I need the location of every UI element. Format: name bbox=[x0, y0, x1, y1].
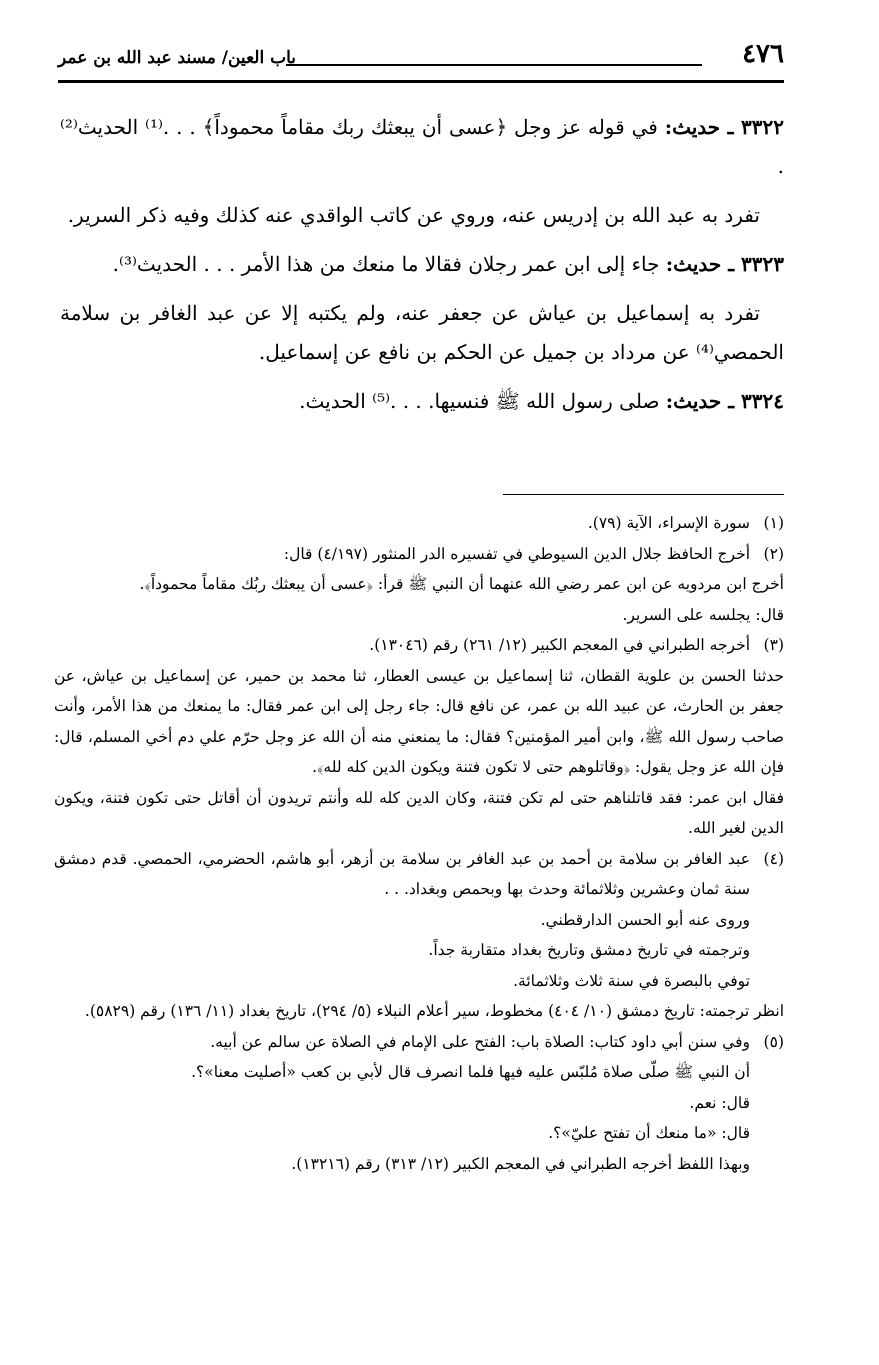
main-paragraph bbox=[60, 196, 784, 235]
footnote-continuation: قال: يجلسه على السرير. bbox=[622, 605, 784, 624]
footnote-continuation: قال: نعم. bbox=[689, 1093, 750, 1112]
footnote-continuation: أن النبي ﷺ صلّى صلاة مُلبّس عليه فيها فلما انصرف قال لأبي بن كعب «أصليت معنا»؟. bbox=[191, 1063, 750, 1081]
footnote-number: (١) bbox=[763, 514, 784, 532]
footnote bbox=[54, 630, 784, 844]
footnote-text: سورة الإسراء، الآية (٧٩). bbox=[587, 514, 750, 532]
footnote-text: أخرجه الطبراني في المعجم الكبير (١٢/ ٢٦١) رقم (١٣٠٤٦). bbox=[369, 636, 750, 654]
footnotes bbox=[54, 508, 784, 1179]
paragraph-text: تفرد به إسماعيل بن عياش عن جعفر عنه، ولم يكتبه إلا عن عبد الغافر بن سلامة الحمصي⁽⁴⁾ عن مرداد بن جميل عن الحكم بن نافع عن إسماعيل. bbox=[60, 301, 784, 364]
footnote bbox=[54, 508, 784, 539]
paragraph-text: تفرد به عبد الله بن إدريس عنه، وروي عن كاتب الواقدي عنه كذلك وفيه ذكر السرير. bbox=[67, 203, 760, 227]
footnote-continuation: وترجمته في تاريخ دمشق وتاريخ بغداد متقاربة جداً. bbox=[428, 941, 750, 959]
page-header bbox=[58, 36, 784, 76]
footnote-continuation: حدثنا الحسن بن علوية القطان، ثنا إسماعيل بن عيسى العطار، ثنا محمد بن حمير، عن إسماعيل بن عياش، عن جعفر بن الحارث، عن عبيد الله بن عمر، عن نافع قال: جاء رجل إلى ابن عمر فقال: ما يمنعك من هذا الأمر، وأنت صاحب رسول الله ﷺ، وابن أمير المؤمنين؟ فقال: ما يمنعني منه أن الله عز وجل حرّم علي دم أخي المسلم، قال: فإن الله عز وجل يقول: ﴿وقاتلوهم حتى لا تكون فتنة ويكون الدين كله لله﴾. bbox=[54, 666, 784, 776]
hadith-number: ٣٣٢٤ ـ حديث: bbox=[665, 389, 784, 413]
header-rule bbox=[58, 80, 784, 83]
main-paragraph bbox=[60, 245, 784, 284]
hadith-number: ٣٣٢٣ ـ حديث: bbox=[665, 252, 784, 276]
footnote bbox=[54, 844, 784, 1027]
footnote-divider bbox=[503, 494, 784, 495]
footnote-continuation: وبهذا اللفظ أخرجه الطبراني في المعجم الكبير (١٢/ ٣١٣) رقم (١٣٢١٦). bbox=[291, 1154, 750, 1173]
footnote-continuation: فقال ابن عمر: فقد قاتلناهم حتى لم تكن فتنة، وكان الدين كله لله وأنتم تريدون أن أقاتل حتى تكون فتنة، ويكون الدين لغير الله. bbox=[54, 788, 784, 837]
header-line bbox=[286, 64, 702, 66]
footnote-number: (٣) bbox=[763, 636, 784, 654]
main-paragraph bbox=[60, 294, 784, 372]
hadith-number: ٣٣٢٢ ـ حديث: bbox=[664, 115, 784, 139]
page-number: ٤٧٦ bbox=[742, 39, 784, 69]
footnote-continuation: وروى عنه أبو الحسن الدارقطني. bbox=[540, 910, 750, 929]
footnote-continuation: أخرج ابن مردويه عن ابن عمر رضي الله عنهما أن النبي ﷺ قرأ: ﴿عسى أن يبعثك ربُك مقاماً محموداً﴾. bbox=[139, 575, 784, 593]
running-title: باب العين/ مسند عبد الله بن عمر bbox=[58, 48, 296, 68]
footnote-text: وفي سنن أبي داود كتاب: الصلاة باب: الفتح على الإمام في الصلاة عن سالم عن أبيه. bbox=[210, 1032, 750, 1051]
footnote-continuation: قال: «ما منعك أن تفتح عليّ»؟. bbox=[548, 1124, 750, 1142]
footnote-number: (٥) bbox=[763, 1032, 784, 1051]
paragraph-text: في قوله عز وجل ﴿عسى أن يبعثك ربك مقاماً محموداً﴾ . . .⁽¹⁾ الحديث⁽²⁾ . bbox=[60, 115, 784, 178]
main-paragraph bbox=[60, 382, 784, 421]
footnote-continuation: انظر ترجمته: تاريخ دمشق (١٠/ ٤٠٤) مخطوط، سير أعلام النبلاء (٥/ ٢٩٤)، تاريخ بغداد (١١/ ١٣٦) رقم (٥٨٢٩). bbox=[84, 1002, 784, 1020]
paragraph-text: جاء إلى ابن عمر رجلان فقالا ما منعك من هذا الأمر . . . الحديث⁽³⁾. bbox=[112, 252, 660, 276]
footnote-continuation: توفي بالبصرة في سنة ثلاث وثلاثمائة. bbox=[513, 971, 750, 990]
footnote-number: (٢) bbox=[763, 544, 784, 563]
footnote-text: أخرج الحافظ جلال الدين السيوطي في تفسيره الدر المنثور (٤/١٩٧) قال: bbox=[283, 544, 750, 563]
footnote-number: (٤) bbox=[763, 849, 784, 868]
main-paragraph bbox=[60, 108, 784, 186]
footnote bbox=[54, 1027, 784, 1180]
paragraph-text: صلى رسول الله ﷺ فنسيها. . . .⁽⁵⁾ الحديث. bbox=[299, 389, 660, 413]
main-text bbox=[60, 108, 784, 431]
footnote-text: عبد الغافر بن سلامة بن أحمد بن عبد الغافر بن سلامة بن أزهر، أبو هاشم، الحضرمي، الحمصي. قدم دمشق سنة ثمان وعشرين وثلاثمائة وحدث بها وبحمص وبغداد. . . bbox=[54, 849, 750, 898]
footnote bbox=[54, 539, 784, 631]
